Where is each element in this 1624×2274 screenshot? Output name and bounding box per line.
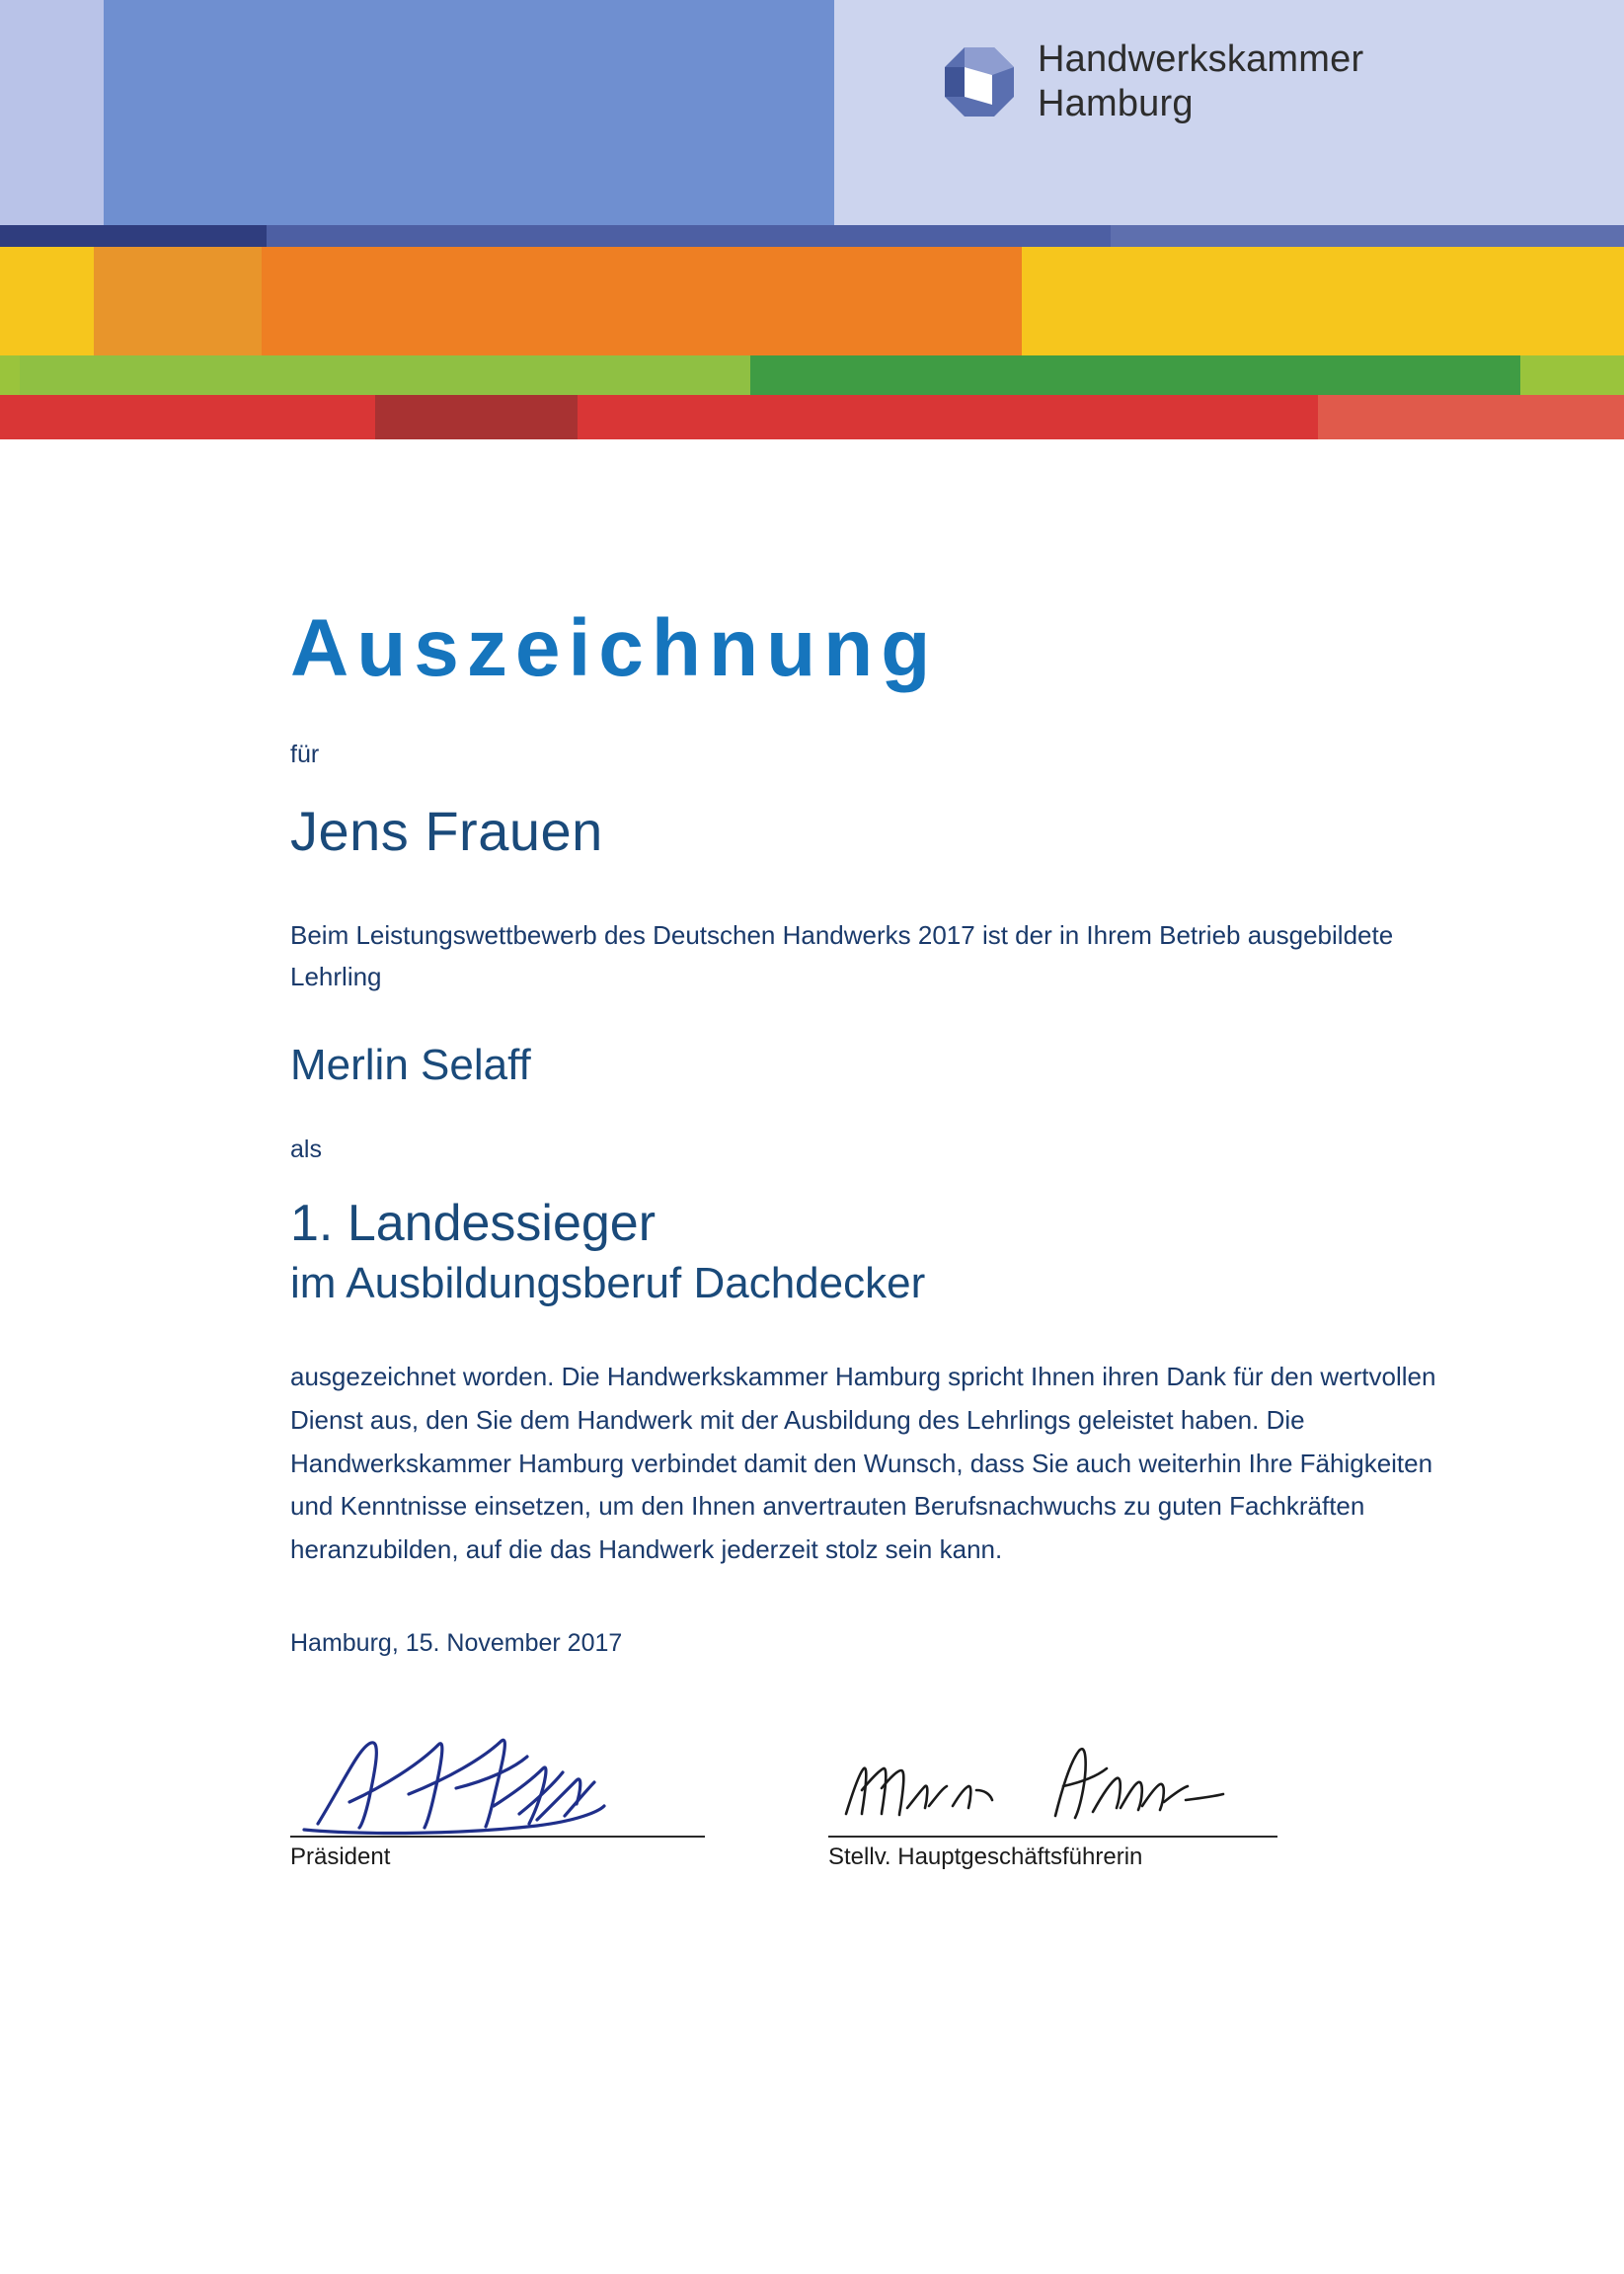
for-label: für (290, 741, 320, 768)
certificate-main-text: ausgezeichnet worden. Die Handwerkskammer Hamburg spricht Ihnen ihren Dank für den wertvollen Dienst aus, den Sie dem Handwerk mit der Ausbildung des Lehrlings geleistet haben. Die Handwerkskammer Hamburg verbindet damit den Wunsch, dass Sie auch weiterhin Ihre Fähigkeiten und Kenntnisse einsetzen, um den Ihnen anvertrauten Berufsnachwuchs zu guten Fachkräften heranzubilden, auf die das Handwerk jederzeit stolz sein kann. (290, 1362, 1436, 1564)
place-and-date: Hamburg, 15. November 2017 (290, 1628, 623, 1657)
handwritten-signature-icon (290, 1729, 705, 1836)
band-orange-accent (94, 247, 262, 355)
recipient-name: Jens Frauen (290, 800, 603, 862)
apprentice-name: Merlin Selaff (290, 1041, 531, 1090)
band-yellow-left (0, 247, 94, 355)
header-strip-right-accent (1111, 225, 1624, 247)
signature-caption-president: Präsident (290, 1843, 391, 1870)
header-blue-block (104, 0, 834, 225)
band-red-right (1318, 395, 1624, 439)
organization-logo (943, 38, 1363, 126)
octagon-logo-icon (943, 45, 1016, 118)
band-green-dark (750, 355, 1520, 395)
intro-paragraph: Beim Leistungswettbewerb des Deutschen Handwerks 2017 ist der in Ihrem Betrieb ausgebildete Lehrling (290, 920, 1394, 992)
band-red-accent (375, 395, 578, 439)
header-strip-left-accent (0, 225, 267, 247)
signature-row (290, 1729, 1451, 1887)
band-red-mid (578, 395, 1318, 439)
organization-name-line2: Hamburg (1038, 82, 1194, 124)
organization-name (1038, 38, 1363, 126)
certificate-body (286, 602, 1451, 1887)
certificate-title: Auszeichnung (290, 603, 939, 693)
header-left-panel (0, 0, 109, 225)
band-green-right (1520, 355, 1624, 395)
handwritten-signature-icon (828, 1729, 1292, 1836)
signature-caption-deputy: Stellv. Hauptgeschäftsführerin (828, 1843, 1143, 1870)
band-green-left (0, 355, 20, 395)
award-rank: 1. Landessieger (290, 1195, 657, 1253)
organization-name-line1: Handwerkskammer (1038, 39, 1364, 80)
certificate-header (0, 0, 1624, 239)
band-green-light (20, 355, 750, 395)
as-label: als (290, 1136, 322, 1164)
band-yellow-right (1022, 247, 1624, 355)
decorative-color-bands (0, 247, 1624, 439)
band-red-left (0, 395, 375, 439)
award-profession: im Ausbildungsberuf Dachdecker (290, 1259, 926, 1308)
signature-block-president (290, 1729, 705, 1871)
signature-block-deputy (828, 1729, 1292, 1871)
